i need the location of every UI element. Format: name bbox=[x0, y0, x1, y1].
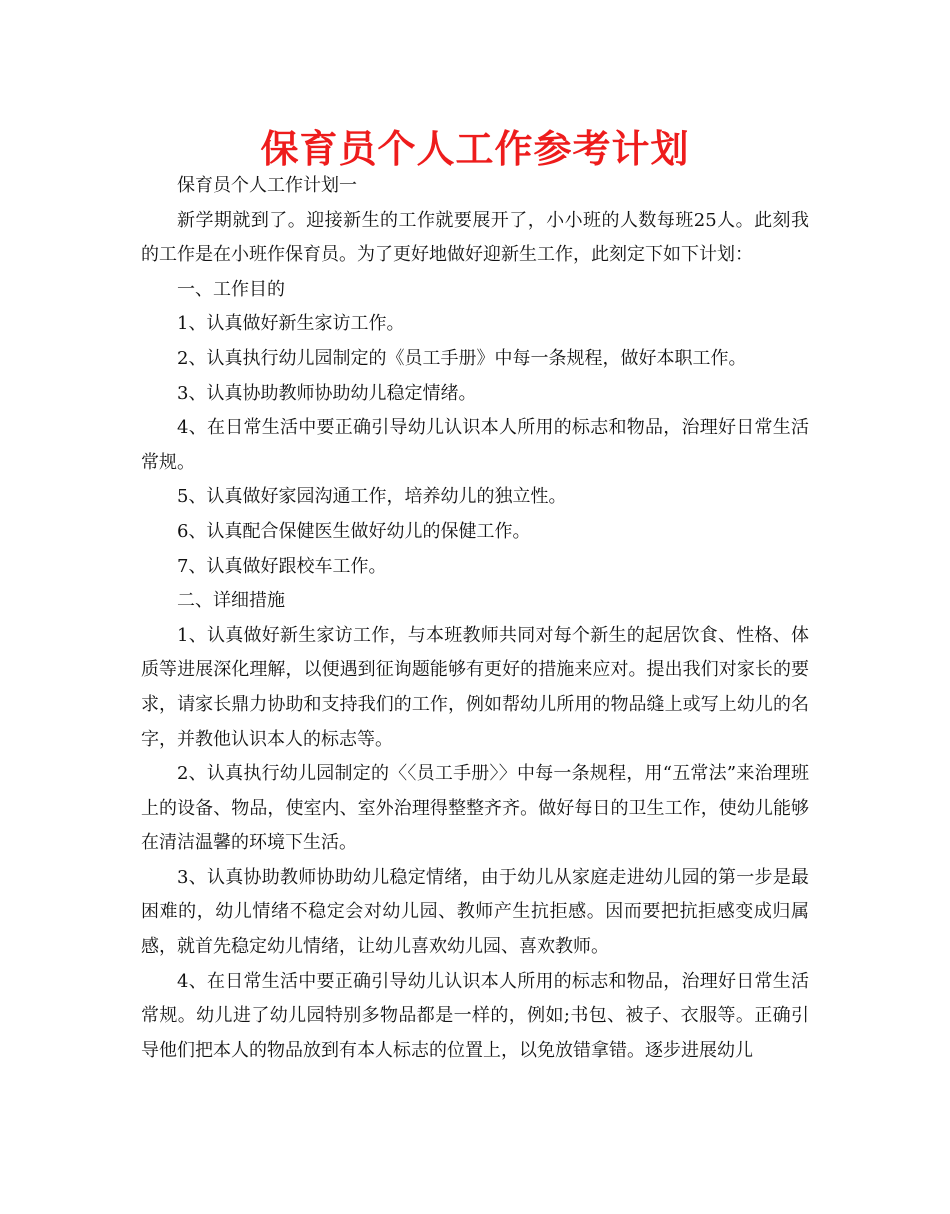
document-title: 保育员个人工作参考计划 bbox=[260, 127, 690, 171]
goal-item: 3、认真协助教师协助幼儿稳定情绪。 bbox=[177, 382, 477, 404]
goal-item: 2、认真执行幼儿园制定的《员工手册》中每一条规程，做好本职工作。 bbox=[177, 347, 747, 369]
section-heading-goals: 一、工作目的 bbox=[177, 278, 285, 300]
measure-item: 2、认真执行幼儿园制定的〈〈员工手册〉〉中每一条规程，用“五常法”来治理班上的设备、物品，使室内、室外治理得整整齐齐。做好每日的卫生工作，使幼儿能够在清洁温馨的环境下生活。 bbox=[141, 763, 809, 854]
goal-item: 1、认真做好新生家访工作。 bbox=[177, 313, 405, 335]
measure-item: 4、在日常生活中要正确引导幼儿认识本人所用的标志和物品，治理好日常生活常规。幼儿进了幼儿园特别多物品都是一样的，例如;书包、被子、衣服等。正确引导他们把本人的物品放到有本人标志的位置上，以免放错拿错。逐步进展幼儿 bbox=[141, 970, 809, 1061]
measure-item: 3、认真协助教师协助幼儿稳定情绪，由于幼儿从家庭走进幼儿园的第一步是最困难的，幼儿情绪不稳定会对幼儿园、教师产生抗拒感。因而要把抗拒感变成归属感，就首先稳定幼儿情绪，让幼儿喜欢幼儿园、喜欢教师。 bbox=[141, 866, 809, 958]
goal-item: 7、认真做好跟校车工作。 bbox=[177, 555, 387, 577]
paragraph-intro: 新学期就到了。迎接新生的工作就要展开了，小小班的人数每班25人。此刻我的工作是在小班作保育员。为了更好地做好迎新生工作，此刻定下如下计划： bbox=[141, 209, 809, 266]
paragraph-subtitle: 保育员个人工作计划一 bbox=[177, 175, 357, 196]
document-body bbox=[141, 169, 809, 1068]
goal-item: 4、在日常生活中要正确引导幼儿认识本人所用的标志和物品，治理好日常生活常规。 bbox=[141, 417, 809, 473]
goal-item: 5、认真做好家园沟通工作，培养幼儿的独立性。 bbox=[177, 486, 567, 508]
goal-item: 6、认真配合保健医生做好幼儿的保健工作。 bbox=[177, 520, 531, 542]
measure-item: 1、认真做好新生家访工作，与本班教师共同对每个新生的起居饮食、性格、体质等进展深化理解，以便遇到征询题能够有更好的措施来应对。提出我们对家长的要求，请家长鼎力协助和支持我们的工作，例如帮幼儿所用的物品缝上或写上幼儿的名字，并教他认识本人的标志等。 bbox=[141, 624, 809, 750]
section-heading-measures: 二、详细措施 bbox=[177, 590, 285, 612]
